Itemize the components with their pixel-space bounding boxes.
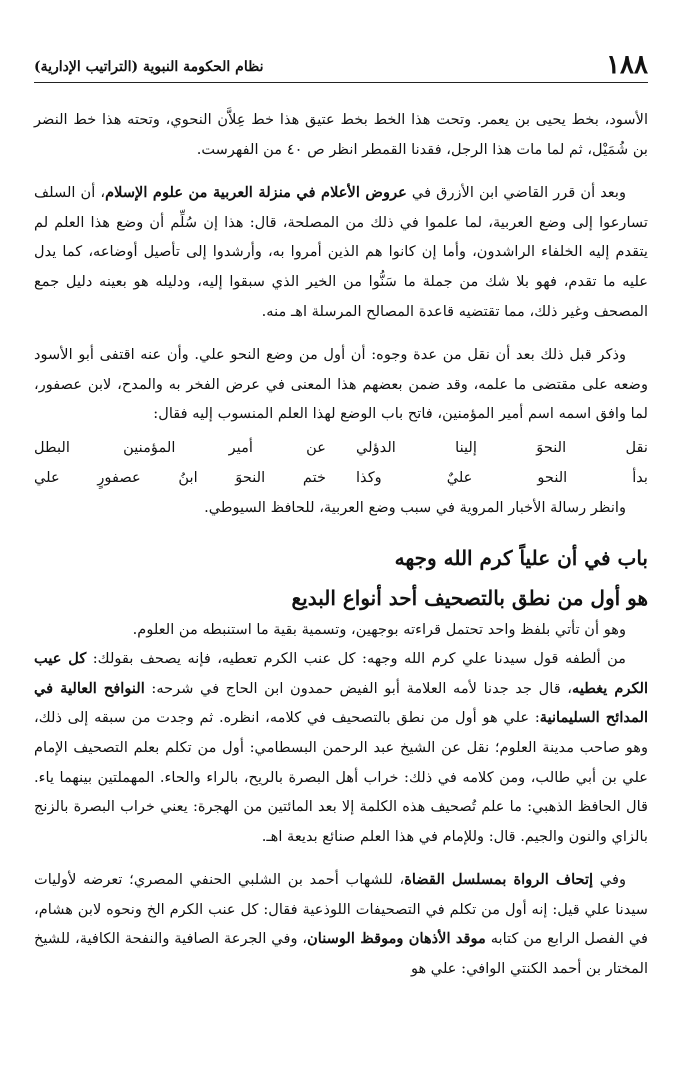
poem-line-2-first-hemistich: بدأ النحو عليٌ وكذا bbox=[356, 468, 648, 486]
paragraph-7 bbox=[34, 865, 648, 983]
paragraph-6-part-1: من ألطفه قول سيدنا علي كرم الله وجهه: كل عنب الكرم تعطيه، فإنه يصحف بقولك: bbox=[86, 650, 626, 668]
paragraph-3: وذكر قبل ذلك بعد أن نقل من عدة وجوه: أن أول من وضع النحو علي. وأن عنه اقتفى أبو الأسود وضعه على مقتضى ما علمه، وقد ضمن بعضهم هذا المعنى في عرض الفخر به والمدح، لابن عصفور، لما وافق اسمه اسم أمير المؤمنين، فاتح باب الوضع لهذا العلم المنسوب إليه فقال: bbox=[34, 346, 648, 423]
paragraph-7-part-2: ، للشهاب أحمد بن الشلبي الحنفي المصري؛ تعرضه لأوليات سيدنا علي قيل: إنه أول من تكلم في التصحيفات اللوذعية فقال: كل عنب الكرم الخ ونحوه لابن هشام، في الفصل الرابع من كتابه bbox=[34, 871, 648, 948]
chapter-heading-line-1: باب في أن علياً كرم الله وجهه bbox=[394, 545, 648, 570]
book-title-nawafih: النوافح العالية في المدائح السليمانية bbox=[34, 679, 648, 727]
paragraph-2-rest: ، أن السلف تسارعوا إلى وضع العربية، لما علموا في ذلك من المصلحة، قال: هذا إن سُلِّم أن وضع هذا العلم لم يتقدم إليه الخلفاء الراشدون، وأما إن كانوا هم الذين أمروا به، وأرشدوا إلى تأصيل أوضاعه، كما يدل عليه ما تقدم، فهو بلا شك من جملة ما سَنُّوا من الخير الذي سبقوا إليه، ودليله هو بعينه دليل جمع المصحف وغير ذلك، مما تقتضيه قاعدة المصالح المرسلة اهـ منه. bbox=[34, 184, 648, 320]
paragraph-6-part-3: : علي هو أول من نطق بالتصحيف في كلامه، انظره. ثم وجدت من سبقه إلى ذلك، وهو صاحب مدينة العلوم؛ نقل عن الشيخ عبد الرحمن البسطامي: أول من تكلم بعلم التصحيف الإمام علي بن أبي طالب، ومن كلامه في ذلك: خراب أهل البصرة بالريح، بالراء والحاء. المهملتين بينهما ياء. قال الحافظ الذهبي: ما علم تُصحيف هذه الكلمة إلا بعد المائتين من الهجرة: يعني خراب البصرة بالزنج بالزاي والنون والجيم. قال: وللإمام في هذا العلم صنائع بديعة اهـ. bbox=[34, 709, 648, 845]
paragraph-7-part-3: ، وفي الجرعة الصافية والنفحة الكافية، للشيخ المختار بن أحمد الكنتي الوافي: علي هو bbox=[34, 930, 648, 978]
running-title: نظام الحكومة النبوية (التراتيب الإدارية) bbox=[34, 59, 264, 75]
page-body bbox=[34, 105, 648, 984]
book-title-ithaf: إتحاف الرواة بمسلسل القضاة bbox=[404, 871, 594, 889]
paragraph-6-part-2: ، قال جد جدنا لأمه العلامة أبو الفيض حمدون ابن الحاج في شرحه: bbox=[144, 679, 573, 697]
paragraph-6 bbox=[34, 644, 648, 851]
page-number: ١٨٨ bbox=[606, 50, 648, 80]
poem-line-1-second-hemistich: عن أمير المؤمنين البطل bbox=[34, 438, 326, 456]
paragraph-5: وهو أن تأتي بلفظ واحد تحتمل قراءته بوجهين، وتسمية بقية ما استنبطه من العلوم. bbox=[132, 620, 626, 638]
poem-line-1-first-hemistich: نقل النحوَ إلينا الدؤلي bbox=[356, 438, 648, 456]
paragraph-1: الأسود، بخط يحيى بن يعمر. وتحت هذا الخط بخط عتيق هذا خط عِلاَّن النحوي، وتحته هذا خط النضر بن شُمَيْل، ثم لما مات هذا الرجل، فقدنا القمطر انظر ص ٤٠ من الفهرست. bbox=[34, 111, 648, 158]
paragraph-4: وانظر رسالة الأخبار المروية في سبب وضع العربية، للحافظ السيوطي. bbox=[204, 498, 626, 516]
poem-line-2 bbox=[34, 463, 648, 493]
paragraph-7-part-1: وفي bbox=[593, 871, 626, 889]
book-title-arud: عروض الأعلام في منزلة العربية من علوم الإسلام bbox=[105, 184, 407, 202]
paragraph-2-lead: وبعد أن قرر القاضي ابن الأزرق في bbox=[406, 184, 627, 202]
chapter-heading-line-2: هو أول من نطق بالتصحيف أحد أنواع البديع bbox=[291, 585, 648, 610]
poem-line-2-second-hemistich: ختم النحوَ ابنُ عصفورٍ علي bbox=[34, 468, 326, 486]
quote-bold: كل عيب الكرم يغطيه bbox=[34, 650, 649, 697]
page-header bbox=[34, 38, 648, 83]
paragraph-2 bbox=[34, 178, 648, 326]
poem bbox=[34, 433, 648, 493]
poem-line-1 bbox=[34, 433, 648, 463]
book-title-mawqid: موقد الأذهان وموقظ الوسنان bbox=[307, 930, 486, 948]
